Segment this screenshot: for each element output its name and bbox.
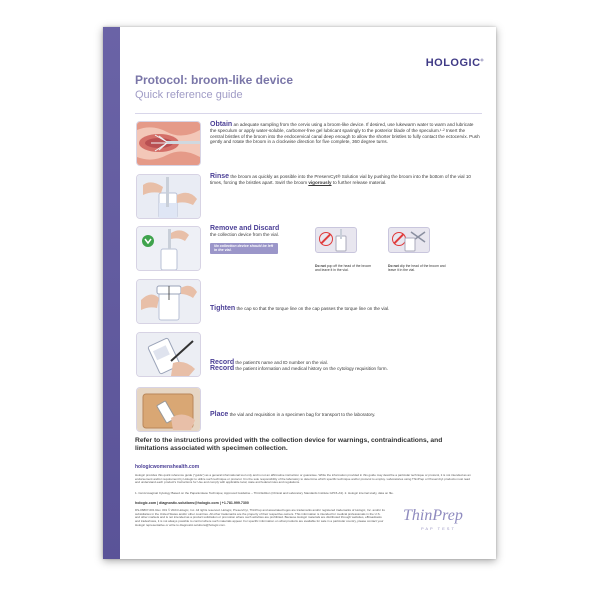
warning-badge: No collection device should be left in the vial. [210,243,278,254]
step-verb-remove: Remove and Discard [210,225,280,232]
remove-illustration [136,226,201,271]
sidebar-stripe [103,27,120,559]
obtain-illustration [136,121,201,166]
step-verb-record-form: Record [210,364,235,372]
step-text-remove: the collection device from the vial. [210,231,279,237]
donot-clip-illustration [388,227,430,253]
donot-clip-caption: Do not clip the head of the broom and leave it in the vial. [388,264,446,272]
emphasis-vigorously: vigorously [308,179,332,185]
header-divider [135,113,482,114]
step-record-label: Record the patient's name and ID number on the vial. Record the patient information and medical history on the cytology requisition form. [210,359,388,372]
step-verb-obtain: Obtain [210,121,233,128]
hologic-logo: HOLOGIC® [425,57,484,69]
step-text-obtain: an adequate sampling from the cervix using a broom-like device. If desired, use lukewarm water to warm and lubricate the speculum or apply water-soluble, carbomer-free gel lubricant sparingly to the posterior blade of the speculum.¹·² Insert the central bristles of the broom into the endocervical canal deep enough to allow the shorter bristles to fully contact the ectocervix. Push gently and rotate the broom in a clockwise direction for five complete, 360 degree turns. [210,122,480,145]
thinprep-logo: ThinPrep [403,507,463,524]
place-illustration [136,387,201,432]
disclaimer-text: Hologic provides this quick reference guide ("guide") as a general informational tool only and is not an affirmative instruction or guarantee. While the information provided in this guide may describe a particular technique or protocol, it is not intended as an endorsement and/or requirement by Hologic to utilize such technique or protocol. It is the sole responsibility of the laboratory to determine which specific technique and/or protocol to employ. Laboratories using ThinPrep or PreservCyt products must read and understand each product's Instructions for Use and comply with applicable local, state and federal rules and regulations. [135,473,471,485]
donot-pop-illustration [315,227,357,253]
step-verb-record: Record [210,359,235,366]
step-remove [210,226,305,254]
page-subtitle: Quick reference guide [135,89,243,101]
page-title: Protocol: broom-like device [135,73,294,87]
step-verb-tighten: Tighten [210,305,236,312]
pap-test-label: PAP TEST [421,526,456,531]
donot-pop-caption: Do not pop off the head of the broom and leave it in the vial. [315,264,372,272]
record-illustration [136,332,201,377]
legal-text: DS-06807-001 Rev. 001 © 2024 Hologic, Inc. All rights reserved. Hologic, PreservCyt, ThinPrep and associated logos are trademarks and/or registered trademarks of Hologic, Inc. and/or its subsidiaries in the United States and/or other countries. All other trademarks are the property of their respective owners. This information is intended for medical professionals in the U.S. and other markets and is not intended as a product solicitation or promotion where such activities are prohibited. Because Hologic materials are distributed through websites, eBroadcasts and tradeshows, it is not always possible to control where such materials appear. For specific information on what products are available for sale in a particular country, please contact your Hologic representative or write to diagnostic.solutions@hologic.com. [135,508,385,527]
quick-reference-sheet [103,27,496,559]
step-rinse: Rinse the broom as quickly as possible into the PreservCyt® Solution vial by pushing the broom into the bottom of the vial 10 times, forcing the bristles apart. Swirl the broom vigorously to further release material. [210,173,471,185]
step-obtain [210,122,480,145]
step-place: Place the vial and requisition in a specimen bag for transport to the laboratory. [210,411,376,418]
step-tighten: Tighten the cap so that the torque line on the cap passes the torque line on the vial. [210,305,390,312]
collection-device-warning: Refer to the instructions provided with the collection device for warnings, contraindications, and limitations associated with specimen collection. [135,437,443,453]
references-text: 1. Cervicovaginal Cytology Based on the Papanicolaou Technique; Approved Guideline – Third Edition (Clinical and Laboratory Standards Institute GP15-A3). 2. Hologic internal study, data on file. [135,491,394,495]
step-verb-rinse: Rinse [210,173,230,180]
rinse-illustration [136,174,201,219]
contact-line: hologic.com | diagnostic.solutions@hologic.com | +1.781.999.7300 [135,501,249,505]
website-link[interactable]: hologicwomenshealth.com [135,464,200,470]
tighten-illustration [136,279,201,324]
step-verb-place: Place [210,411,229,418]
